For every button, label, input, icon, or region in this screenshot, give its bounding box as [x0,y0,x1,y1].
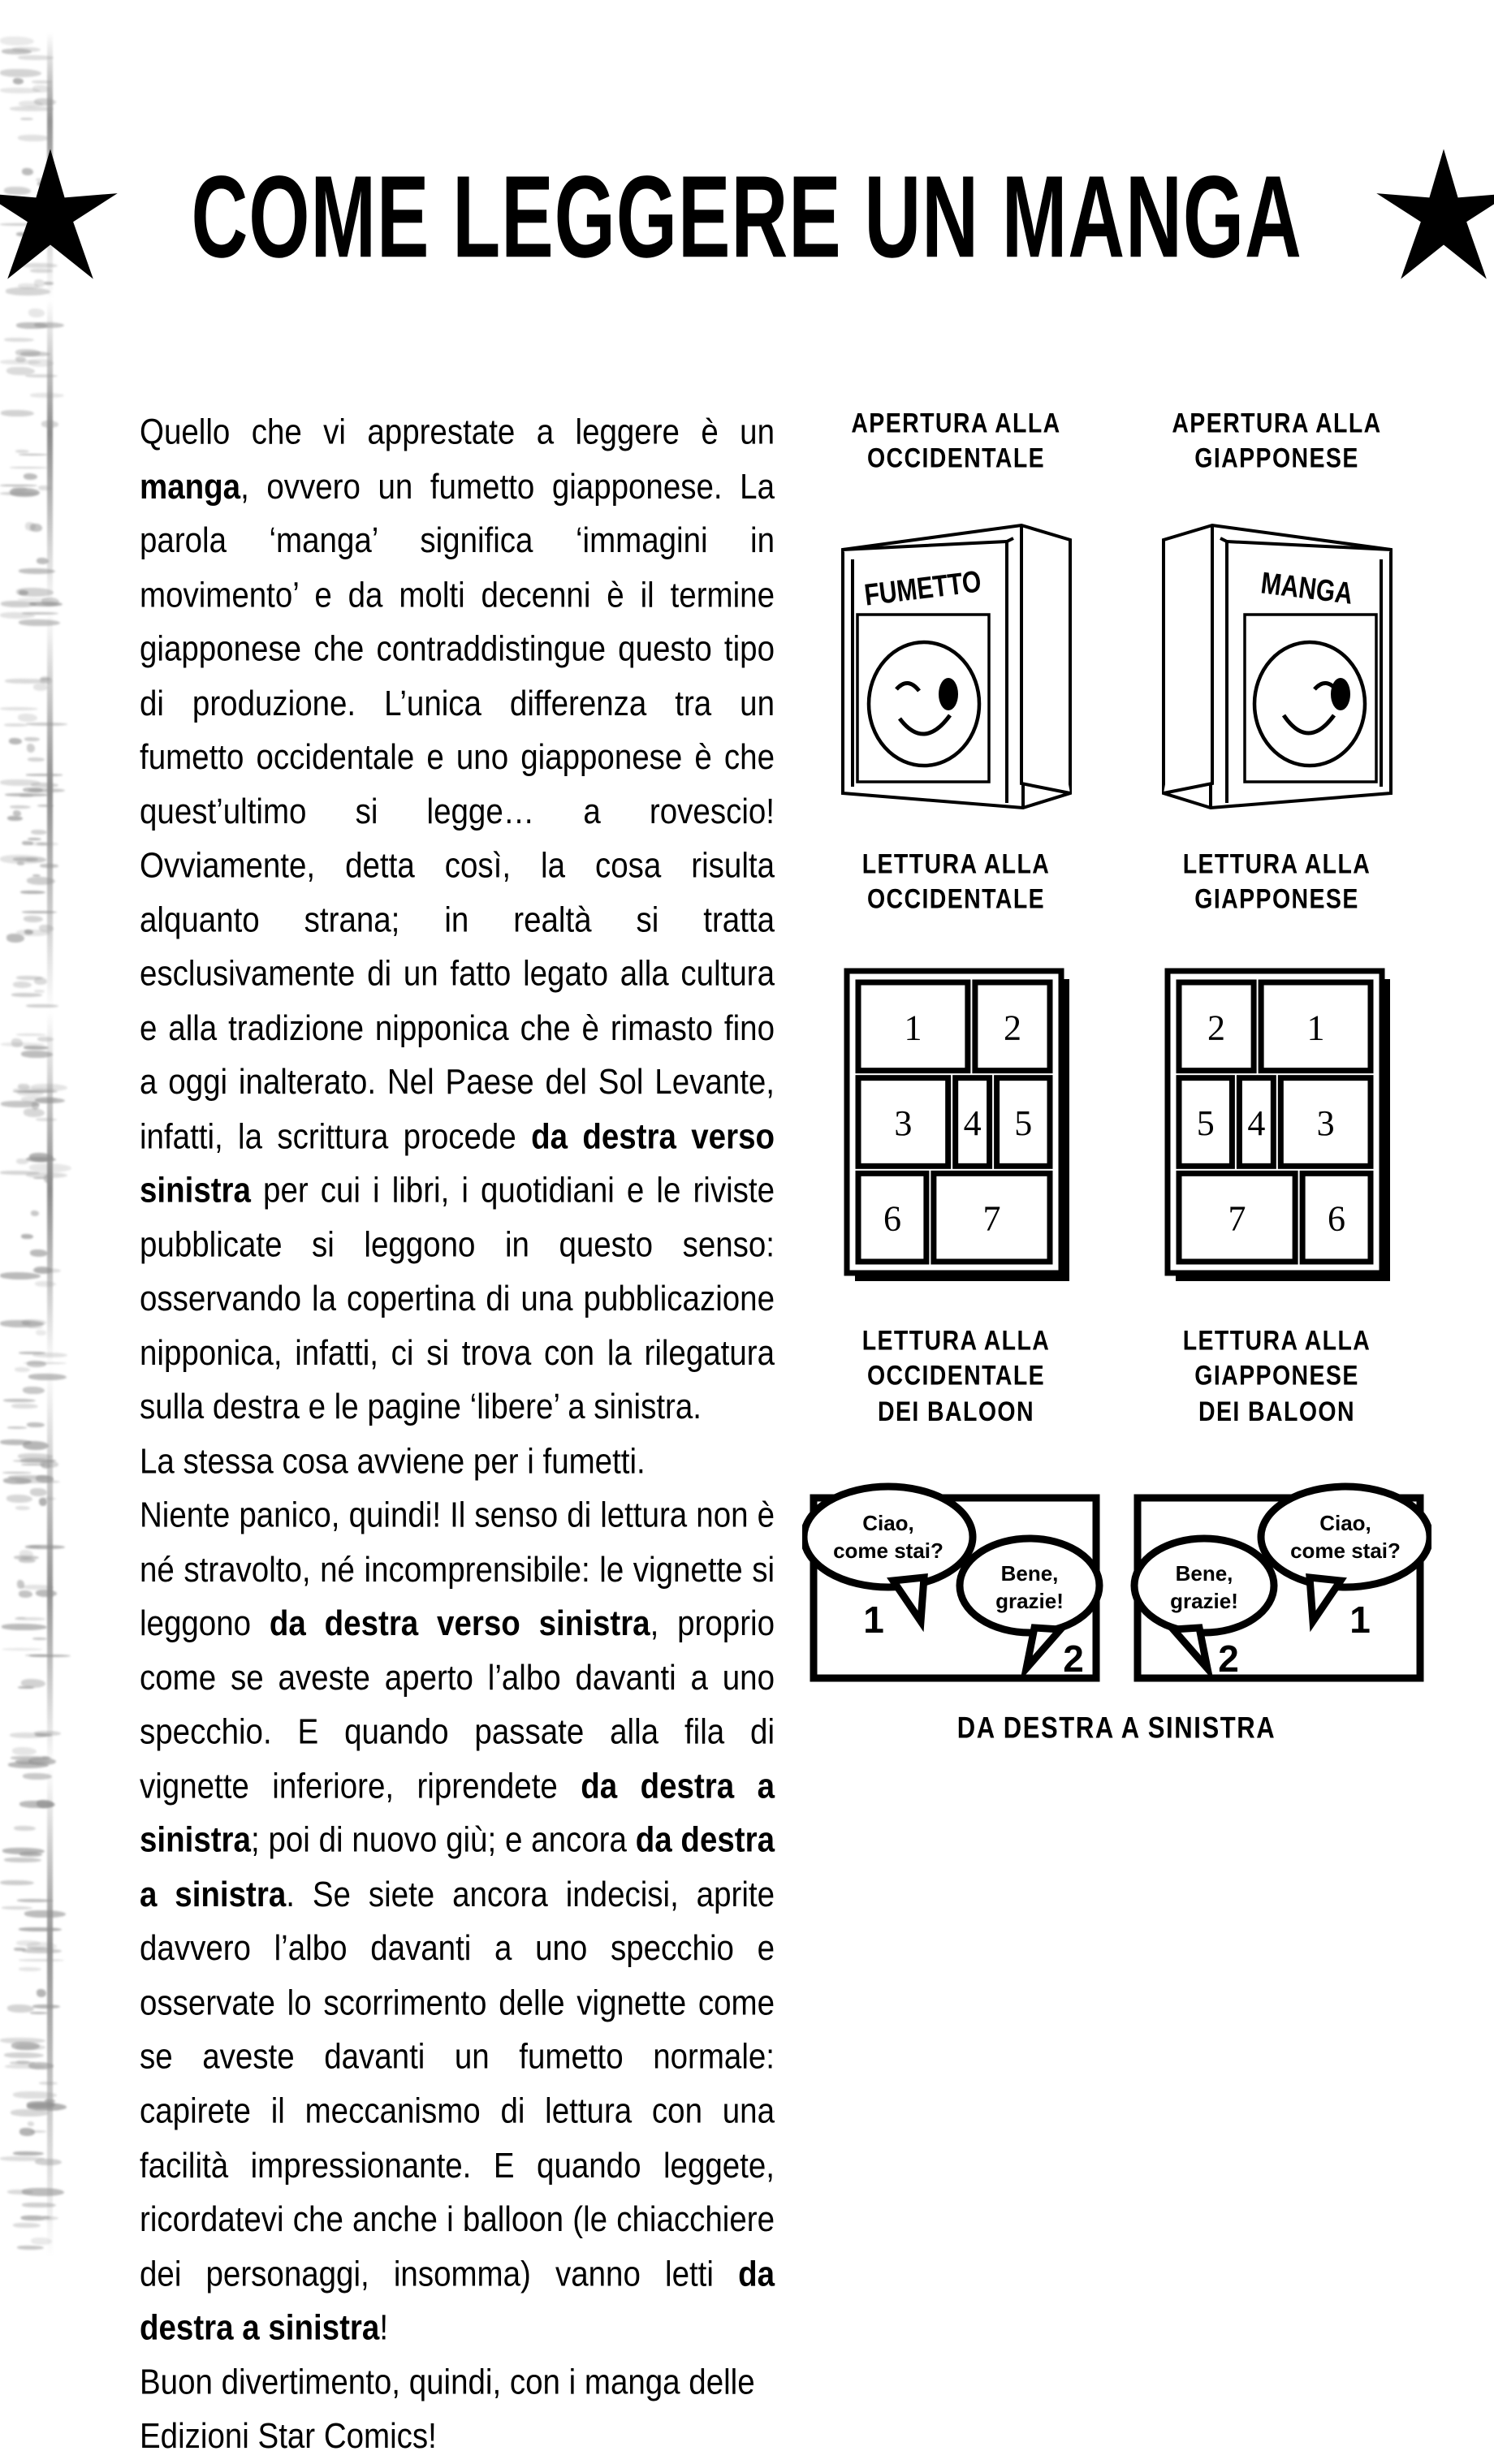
scan-edge-streak [31,2237,52,2245]
scan-edge-streak [20,2216,58,2220]
balloon-captions [796,1323,1437,1428]
panel-number: 1 [1306,1008,1325,1048]
emphasis-text: da destra a sinistra [140,2254,775,2348]
scan-edge-streak [45,2099,56,2104]
scan-edge-streak [32,2004,61,2009]
scan-edge-streak [0,855,45,864]
scan-edge-streak [13,78,24,84]
book-manga-illustration [1139,501,1415,826]
caption-apertura-giapponese: APERTURA ALLA GIAPPONESE [1172,408,1382,475]
scan-edge-streak [18,55,54,60]
scan-edge-streak [24,737,39,741]
page-title: COME LEGGERE UN MANGA [191,152,1303,283]
balloon-panels-row [796,1462,1437,1689]
bubble-order-number: 2 [1217,1638,1239,1681]
scan-edge-streak [11,2042,40,2051]
scan-edge-streak [28,2121,35,2125]
scan-edge-streak [16,1159,28,1164]
bubble-line-1: Ciao, [861,1511,914,1536]
scan-edge-streak [41,1462,50,1469]
book-fumetto-illustration [818,501,1095,826]
scan-edge-artifact [0,0,77,2286]
scan-edge-streak [27,1422,45,1427]
panel-number: 6 [1327,1198,1345,1239]
scan-edge-streak [19,1590,32,1598]
scan-edge-streak [27,877,55,884]
scan-edge-streak [2,1472,32,1474]
body-text: La stessa cosa avviene per i fumetti. [140,1441,646,1482]
panel-grids-row [796,955,1437,1296]
scan-edge-streak [42,1497,56,1500]
scan-edge-streak [10,805,31,809]
panel-number: 3 [1316,1103,1335,1143]
scan-edge-streak [13,982,32,988]
body-text: ! [379,2307,389,2348]
scan-edge-streak [3,1399,35,1402]
scan-edge-streak [36,1330,46,1336]
scan-edge-streak [24,1910,66,1918]
scan-edge-streak [39,925,53,932]
panel-number: 1 [903,1008,922,1048]
scan-edge-streak [19,1959,63,1961]
caption-baloon-giapponese: LETTURA ALLA GIAPPONESE DEI BALOON [1182,1325,1371,1428]
scan-edge-streak [3,1478,32,1484]
scan-edge-streak [9,738,22,744]
scan-edge-streak [28,309,44,317]
scan-edge-streak [24,916,43,922]
scan-edge-streak [26,1004,58,1008]
bubble-line-2: come stai? [832,1538,943,1564]
scan-edge-streak [21,1464,45,1465]
body-text: Quello che vi apprestate a leggere è un [140,412,775,452]
bottom-caption: DA DESTRA A SINISTRA [956,1711,1276,1746]
caption-baloon-occidentale: LETTURA ALLA OCCIDENTALE DEI BALOON [861,1325,1051,1428]
opening-captions [796,406,1437,475]
scan-edge-streak [2,1624,47,1630]
scan-edge-streak [40,864,58,869]
scan-edge-streak [19,1967,42,1971]
scan-edge-streak [15,1367,30,1372]
scan-edge-streak [29,1153,53,1162]
scan-edge-streak [25,522,36,530]
scan-edge-streak [41,421,58,428]
western-panel-grid [831,955,1082,1296]
body-text: Buon divertimento, quindi, con i manga delle Edizioni Star Comics! [140,2362,755,2457]
reading-order-captions [796,847,1437,916]
scan-edge-streak [7,1426,26,1429]
emphasis-text: da destra a sinistra [140,1766,775,1861]
scan-edge-streak [10,467,48,468]
book-cover-label: FUMETTO [861,564,983,613]
body-text: per cui i libri, i quotidiani e le riviste pubblicate si leggono in questo senso: osservando la copertina di una pubblicazione nipponica, infatti, ci si trova con la rilegatura sulla destra e le pagine ‘libere’ a sinistra. [140,1170,775,1427]
panel-number: 3 [893,1103,912,1143]
scan-edge-streak [34,1267,52,1274]
panel-number: 5 [1013,1103,1032,1143]
scan-edge-streak [6,934,25,943]
scan-edge-streak [37,1800,54,1807]
scan-edge-streak [32,1638,47,1640]
scan-edge-streak [4,2052,44,2058]
scan-edge-streak [25,1545,65,1549]
scan-edge-streak [19,568,55,574]
scan-edge-streak [19,619,60,626]
scan-edge-streak [15,1506,30,1510]
bubble-line-1: Ciao, [1319,1511,1371,1536]
scan-edge-streak [0,1880,34,1885]
japanese-balloon-panel [1123,1462,1431,1689]
scan-edge-streak [19,454,48,455]
panel-number: 5 [1196,1103,1215,1143]
scan-edge-streak [13,2151,44,2155]
scan-edge-streak [11,1404,38,1409]
scan-edge-streak [15,349,40,356]
bubble-line-2: come stai? [1289,1538,1401,1564]
scan-edge-streak [19,1352,45,1355]
scan-edge-streak [27,744,35,752]
scan-edge-streak [0,69,41,77]
scan-edge-streak [0,612,35,619]
emphasis-text: da destra verso sinistra [269,1603,650,1644]
figures-column [796,406,1437,1746]
bubble-line-1: Bene, [1175,1561,1233,1586]
scan-edge-streak [2,1906,32,1909]
scan-edge-streak [37,558,49,564]
scan-edge-streak [0,37,34,45]
book-illustrations-row [796,501,1437,826]
scan-edge-streak [21,1234,33,1239]
book-cover-label: MANGA [1259,566,1354,611]
body-text: , ovvero un fumetto giapponese. La parola ‘manga’ significa ‘immagini in movimento’ e da molti decenni è il termine giapponese che contraddistingue questo tipo di produzione. L’unica differenza tra un fumetto occidentale e uno giapponese è che quest’ultimo si legge… a rovescio! Ovviamente, detta così, la cosa risulta alquanto strana; in realtà si tratta esclusivamente di un fatto legato alla cultura e alla tradizione nipponica che è rimasto fino a oggi inalterato. Nel Paese del Sol Levante, infatti, la scrittura procede [140,466,775,1157]
body-text: ; poi di nuovo giù; e ancora [250,1820,636,1861]
scan-edge-streak [26,774,62,775]
scan-edge-streak [23,1773,52,1780]
scan-edge-streak [18,1686,34,1689]
scan-edge-streak [30,1488,47,1497]
scan-edge-streak [0,485,37,487]
scan-edge-streak [16,1033,46,1036]
japanese-panel-grid [1151,955,1403,1296]
article-paragraph [140,1489,775,2355]
scan-edge-streak [19,1852,42,1857]
star-icon [0,146,122,289]
scan-edge-streak [34,990,45,993]
scan-edge-streak [15,1759,50,1764]
scan-edge-streak [0,1272,41,1279]
bubble-line-2: grazie! [1169,1589,1238,1614]
scan-edge-streak [34,977,46,985]
scan-edge-streak [33,684,48,691]
scan-edge-streak [6,1495,32,1503]
panel-number: 7 [982,1198,1000,1239]
scan-edge-streak [24,1046,49,1050]
panel-number: 4 [1246,1103,1265,1143]
scan-edge-streak [19,1550,33,1559]
scan-edge-streak [28,1327,43,1328]
scan-edge-streak [13,1460,53,1462]
scan-edge-streak [22,2188,64,2196]
bubble-line-2: grazie! [995,1589,1064,1614]
scan-edge-streak [34,98,56,106]
emphasis-text: da destra a sinistra [140,1820,775,1915]
scan-edge-streak [15,356,25,362]
scan-edge-streak [18,714,38,722]
scan-edge-streak [4,1858,41,1862]
panel-number: 2 [1003,1008,1021,1048]
scan-edge-streak [14,1826,36,1831]
emphasis-text: manga [140,466,241,507]
star-icon [1372,146,1494,289]
panel-number: 6 [883,1198,901,1239]
scan-edge-streak [11,993,42,997]
article-paragraph [140,2355,775,2463]
scan-edge-streak [40,676,51,684]
body-text: Niente panico, quindi! Il senso di lettura non è né stravolto, né incomprensibile: le vignette si leggono [140,1495,775,1644]
scan-edge-streak [12,1747,37,1755]
scan-edge-streak [24,473,38,479]
article-body [140,406,775,2464]
scan-edge-streak [36,1118,57,1121]
scan-edge-streak [29,1655,71,1657]
scan-edge-streak [0,707,38,710]
scan-edge-streak [23,1387,45,1395]
panel-number: 4 [963,1103,982,1143]
scan-edge-streak [31,830,47,835]
scan-edge-streak [38,485,51,490]
caption-lettura-giapponese: LETTURA ALLA GIAPPONESE [1182,848,1371,916]
scan-edge-streak [13,2091,57,2099]
page-header [0,136,1494,299]
scan-edge-streak [30,2130,46,2133]
scan-edge-streak [28,838,41,840]
scan-edge-streak [5,793,50,796]
caption-lettura-occidentale: LETTURA ALLA OCCIDENTALE [861,848,1051,916]
scan-edge-streak [30,2012,48,2013]
panel-number: 7 [1228,1198,1246,1239]
scan-edge-streak [1,601,37,607]
scan-edge-streak [22,1948,63,1953]
scan-edge-streak [13,2223,41,2229]
scan-edge-streak [31,1210,39,1215]
scan-edge-streak [22,1585,54,1590]
scan-edge-streak [26,1172,67,1178]
body-text: , proprio come se aveste aperto l’albo davanti a uno specchio. E quando passate alla fila di vignette inferiore, riprendete [140,1603,775,1806]
body-text: . Se siete ancora indecisi, aprite davvero l’albo davanti a uno specchio e osservate lo scorrimento delle vignette come se aveste davanti un fumetto normale: capirete il meccanismo di lettura con una facilità impressionante. E quando leggete, ricordatevi che anche i balloon (le chiacchiere dei personaggi, insomma) vanno letti [140,1875,775,2294]
article-paragraph [140,1435,775,1489]
scan-edge-streak [37,1989,46,1997]
scan-edge-streak [20,118,32,121]
scan-edge-streak [19,590,28,595]
scan-edge-streak [17,2246,44,2249]
scan-edge-streak [24,1362,67,1364]
caption-apertura-occidentale: APERTURA ALLA OCCIDENTALE [851,408,1061,475]
scan-edge-streak [13,810,21,817]
scan-edge-streak [30,393,64,398]
scan-edge-streak [37,805,54,807]
scan-edge-streak [21,1051,53,1058]
scan-edge-streak [17,1899,52,1902]
scan-edge-streak [1,410,35,417]
scan-edge-streak [0,1439,31,1444]
article-paragraph [140,406,775,1435]
bubble-line-1: Bene, [1000,1561,1058,1586]
scan-edge-streak [16,322,48,329]
scan-edge-streak [7,816,23,821]
bubble-order-number: 2 [1062,1638,1084,1681]
scan-edge-streak [16,1940,41,1946]
scan-edge-streak [15,450,29,453]
scan-edge-streak [35,2159,62,2165]
scan-edge-streak [28,757,45,762]
western-balloon-panel [802,1462,1111,1689]
emphasis-text: da destra verso sinistra [140,1116,775,1210]
scan-edge-streak [6,367,35,376]
scan-edge-streak [28,1374,66,1380]
scan-edge-streak [36,1590,57,1597]
scan-edge-streak [4,723,28,727]
scan-edge-streak [20,891,45,894]
panel-number: 2 [1207,1008,1225,1048]
scan-edge-streak [26,723,68,726]
bubble-order-number: 1 [1349,1599,1371,1642]
scan-edge-streak [5,2065,46,2069]
scan-edge-streak [11,2109,49,2117]
scan-edge-streak [17,1580,25,1589]
scan-edge-streak [19,1927,63,1931]
scan-edge-streak [13,1088,56,1092]
scan-edge-streak [0,492,38,495]
scan-edge-streak [12,486,27,492]
scan-edge-streak [10,106,54,111]
scan-edge-streak [2,1648,44,1651]
scan-edge-streak [22,1322,30,1325]
scan-edge-streak [12,47,41,52]
bubble-order-number: 1 [862,1599,884,1642]
scan-edge-streak [30,1249,48,1257]
scan-edge-streak [4,338,34,342]
scan-edge-streak [11,1756,51,1760]
scan-edge-streak [39,2082,58,2085]
scan-edge-streak [28,788,65,792]
scan-edge-streak [25,374,58,378]
